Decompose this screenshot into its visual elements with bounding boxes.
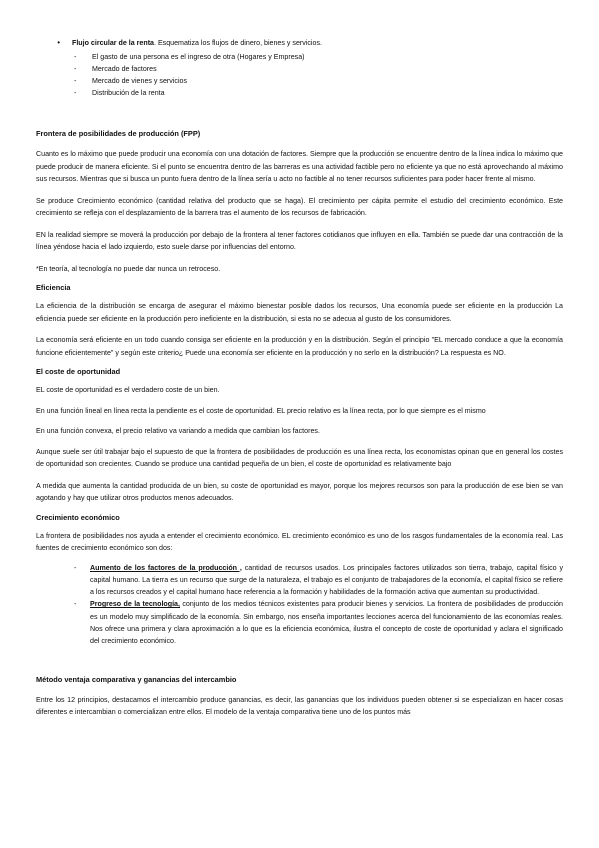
section-heading-crecimiento: Crecimiento económico <box>36 512 120 522</box>
paragraph: Entre los 12 principios, destacamos el intercambio produce ganancias, es decir, las ganancias que los individuos pueden obtener si se especializan en hacer cosas diferentes e intercambian o comercializan entre ellos. El modelo de la ventaja comparativa tiene uno de los puntos más <box>36 695 563 717</box>
list-item-rest: conjunto de los medios técnicos existentes para producir bienes y servicios. La frontera de posibilidades de producción es un modelo muy simplificado de la economía. Sin embargo, nos enseña importantes lecciones acerca del funcionamiento de las economías reales. Nos ofrece una primera y clara aproximación a lo que es la eficiencia económica, ilustra el concepto de coste de oportunidad y aclara el significado del crecimiento económico. <box>90 600 563 646</box>
list-item-text: Distribución de la renta <box>92 89 165 97</box>
bullet-flujo-text <box>72 37 322 49</box>
section-heading-eficiencia: Eficiencia <box>36 283 71 292</box>
bullet-icon: • <box>57 38 60 47</box>
list-item <box>74 87 563 99</box>
section-heading-fpp: Frontera de posibilidades de producción (FPP) <box>36 129 201 138</box>
list-item <box>74 63 563 75</box>
list-item-bold: Progreso de la tecnología, <box>90 600 180 609</box>
paragraph: A medida que aumenta la cantidad producida de un bien, su coste de oportunidad es mayor, porque los mejores recursos son para la producción de ese bien se van agotando y hay que utilizar otros productos menos adecuados. <box>36 481 563 502</box>
paragraph: En una función convexa, el precio relativo va variando a medida que cambian los factores. <box>36 427 320 435</box>
flujo-sublist <box>36 51 563 99</box>
crecimiento-sublist <box>36 562 563 648</box>
list-item-bold: Aumento de los factores de la producción , <box>90 563 242 572</box>
list-item-text <box>90 598 563 647</box>
bullet-flujo-circular <box>36 37 563 49</box>
list-item <box>74 51 563 63</box>
paragraph: *En teoría, al tecnología no puede dar nunca un retroceso. <box>36 264 221 273</box>
list-item-text: Mercado de factores <box>92 65 157 73</box>
section-heading-metodo: Método ventaja comparativa y ganancias del intercambio <box>36 674 237 684</box>
paragraph: La economía será eficiente en un todo cuando consiga ser eficiente en la producción y en la distribución. Según el principio "EL mercado conduce a que la economía funcione eficientemente" y según este criterio¿ Puede una economía ser eficiente en la producción y no serlo en la distribución? La respuesta es NO. <box>36 336 563 357</box>
dash-marker: - <box>74 65 77 73</box>
dash-marker: - <box>74 563 77 572</box>
dash-marker: - <box>74 77 77 85</box>
list-item-text: Mercado de vienes y servicios <box>92 77 188 85</box>
list-item-text <box>90 562 563 599</box>
paragraph: La frontera de posibilidades nos ayuda a entender el crecimiento económico. EL crecimiento económico es uno de los rasgos fundamentales de la economía real. Las fuentes de crecimiento económico son dos: <box>36 531 563 552</box>
list-item <box>74 562 563 599</box>
dash-marker: - <box>74 600 77 609</box>
paragraph: EL coste de oportunidad es el verdadero coste de un bien. <box>36 386 220 394</box>
paragraph: La eficiencia de la distribución se encarga de asegurar el máximo bienestar posible dados los recursos, Una economía puede ser eficiente en la producción La eficiencia puede ser eficiente en la producción pero ineficiente en la distribución, si esta no se adecua al gusto de los consumidores. <box>36 302 563 323</box>
list-item <box>74 598 563 647</box>
bullet-flujo-bold: Flujo circular de la renta <box>72 39 154 47</box>
section-heading-coste: El coste de oportunidad <box>36 367 121 376</box>
bullet-flujo-rest: . Esquematiza los flujos de dinero, bienes y servicios. <box>154 39 322 47</box>
paragraph: Se produce Crecimiento económico (cantidad relativa del producto que se haga). El crecimiento per cápita permite el estudio del crecimiento económico. Este crecimiento se refleja con el desplazamiento de la barrera tras el aumento de los recursos de fabricación. <box>36 196 563 217</box>
paragraph: Cuanto es lo máximo que puede producir una economía con una dotación de factores. Siempre que la producción se encuentre dentro de la línea indica lo máximo que puede producir de manera eficiente. Si el punto se encuentra dentro de las barreras es una actividad factible pero no eficiente ya que no está aprovechando al máximo sus recursos. Mientras que si busca un punto fuera dentro de la línea sería u acto no factible al no tener recursos suficientes para poder hacer frente al mismo. <box>36 150 563 183</box>
list-item-text: El gasto de una persona es el ingreso de otra (Hogares y Empresa) <box>92 53 305 61</box>
list-item <box>74 75 563 87</box>
list-item-rest: cantidad de recursos usados. Los principales factores utilizados son tierra, trabajo, capital físico y capital humano. La tierra es un recurso que surge de la naturaleza, el trabajo es el conjunto de trabajadores de la economía, el capital físico se refiere a los recursos creados y el capital humano hace referencia a la formación y habilidades de la formación activa que aumentan su productividad. <box>90 563 564 597</box>
dash-marker: - <box>74 53 77 61</box>
paragraph: EN la realidad siempre se moverá la producción por debajo de la frontera al tener factores cotidianos que influyen en ella. También se puede dar una contracción de la línea yéndose hacia el lado izquierdo, esto suele darse por influencias del entorno. <box>36 230 563 251</box>
dash-marker: - <box>74 89 77 97</box>
paragraph: En una función lineal en línea recta la pendiente es el coste de oportunidad. EL precio relativo es la línea recta, por lo que siempre es el mismo <box>36 406 486 415</box>
paragraph: Aunque suele ser útil trabajar bajo el supuesto de que la frontera de posibilidades de producción es una línea recta, los economistas opinan que en general los costes de oportunidad son crecientes. Cuando se produce una cantidad pequeña de un bien, el coste de oportunidad es relativamente bajo <box>36 447 563 468</box>
